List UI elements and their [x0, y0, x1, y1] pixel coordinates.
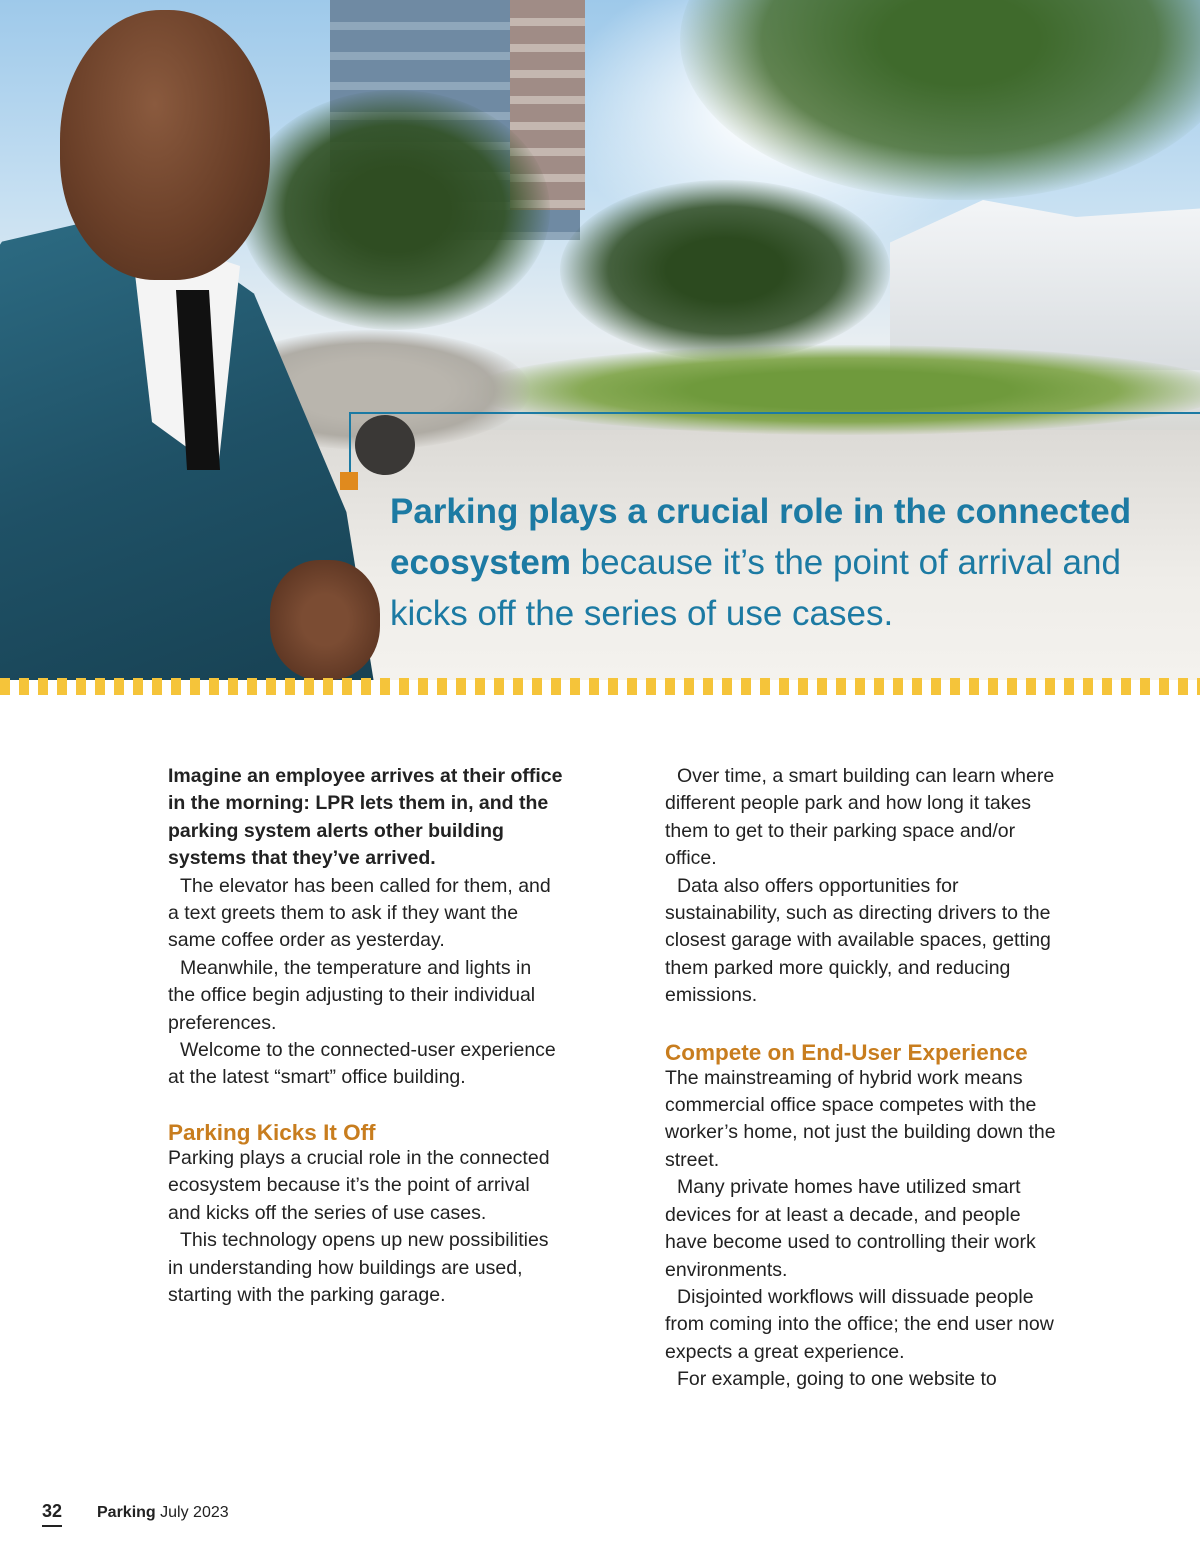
body-paragraph: Many private homes have utilized smart devices for at least a decade, and people have become used to controlling their work environments. — [665, 1176, 1036, 1281]
car-wheel — [355, 415, 415, 475]
publication-name: Parking — [97, 1504, 156, 1521]
white-building — [890, 200, 1200, 370]
body-paragraph: Welcome to the connected-user experience at the latest “smart” office building. — [168, 1039, 556, 1089]
right-column — [665, 763, 1065, 1394]
body-paragraph: For example, going to one website to — [677, 1368, 997, 1391]
callout-line-vertical — [349, 412, 351, 474]
body-paragraph: This technology opens up new possibilities in understanding how buildings are used, starting with the parking garage. — [168, 1229, 549, 1306]
pull-quote-light: because it’s the point of arrival and kicks off the series of use cases. — [390, 543, 1121, 633]
issue-date: July 2023 — [160, 1504, 229, 1521]
lead-paragraph: Imagine an employee arrives at their office in the morning: LPR lets them in, and the parking system alerts other building systems that they’ve arrived. — [168, 765, 563, 870]
body-paragraph: Data also offers opportunities for sustainability, such as directing drivers to the closest garage with available spaces, getting them parked more quickly, and reducing emissions. — [665, 874, 1051, 1007]
pull-quote — [390, 486, 1180, 639]
dotted-divider — [0, 678, 1200, 695]
callout-line-horizontal — [349, 412, 1200, 414]
tree-canopy-left — [240, 90, 550, 330]
pull-quote-bold: Parking plays a crucial role in the connected ecosystem — [390, 492, 1132, 582]
tree-canopy-middle — [560, 180, 890, 360]
body-paragraph: The mainstreaming of hybrid work means commercial office space competes with the worker’s home, not just the building down the street. — [665, 1066, 1056, 1171]
section-heading-parking: Parking Kicks It Off — [168, 1119, 376, 1145]
hedge — [470, 345, 1200, 435]
man-hand — [270, 560, 380, 680]
body-paragraph: Over time, a smart building can learn where different people park and how long it takes them to get to their parking space and/or office. — [665, 765, 1055, 870]
body-paragraph: Parking plays a crucial role in the connected ecosystem because it’s the point of arrival and kicks off the series of use cases. — [168, 1146, 550, 1224]
page-number: 32 — [42, 1500, 62, 1527]
body-paragraph: Meanwhile, the temperature and lights in the office begin adjusting to their individual preferences. — [168, 956, 536, 1034]
callout-marker — [340, 472, 358, 490]
section-heading-end-user: Compete on End-User Experience — [665, 1039, 1028, 1065]
body-paragraph: The elevator has been called for them, and a text greets them to ask if they want the same coffee order as yesterday. — [168, 874, 551, 952]
publication-line — [97, 1503, 229, 1523]
body-paragraph: Disjointed workflows will dissuade people from coming into the office; the end user now expects a great experience. — [665, 1285, 1054, 1363]
man-head — [60, 10, 270, 280]
left-column — [168, 763, 563, 1309]
